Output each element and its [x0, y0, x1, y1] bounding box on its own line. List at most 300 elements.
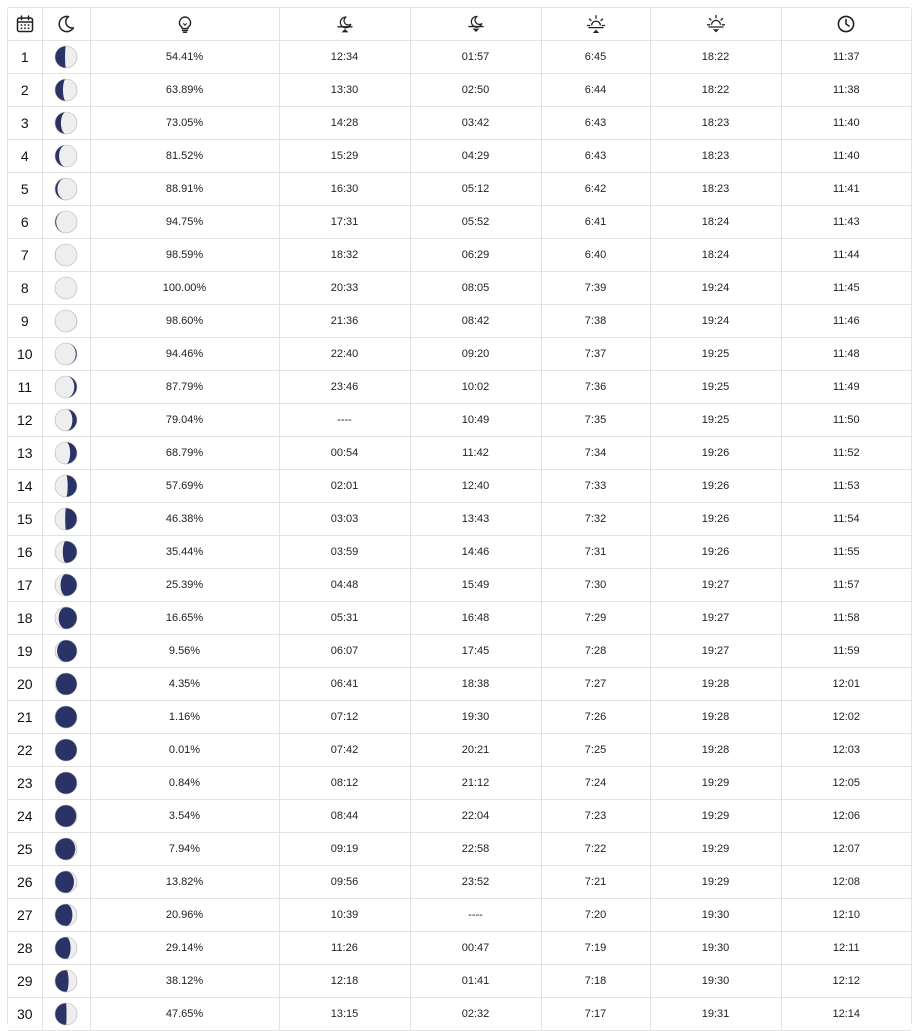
sunrise-cell: 6:40: [541, 239, 650, 272]
day-cell: 30: [8, 998, 42, 1031]
illumination-cell: 54.41%: [90, 41, 279, 74]
day-length-cell: 11:44: [781, 239, 911, 272]
illumination-cell: 94.46%: [90, 338, 279, 371]
table-row: [8, 998, 911, 1031]
moonset-cell: 08:05: [410, 272, 541, 305]
moonrise-cell: 20:33: [279, 272, 410, 305]
table-row: [8, 965, 911, 998]
sunset-cell: 19:26: [650, 437, 781, 470]
sunset-cell: 19:25: [650, 404, 781, 437]
moonrise-cell: 12:18: [279, 965, 410, 998]
sunrise-cell: 6:43: [541, 107, 650, 140]
illumination-cell: 20.96%: [90, 899, 279, 932]
moon-phase-icon: [54, 210, 78, 234]
sunrise-icon: [586, 14, 606, 34]
moonrise-cell: 13:15: [279, 998, 410, 1031]
sunrise-cell: 7:24: [541, 767, 650, 800]
moonset-cell: 14:46: [410, 536, 541, 569]
moon-phase-icon: [54, 540, 78, 564]
illumination-cell: 0.01%: [90, 734, 279, 767]
moon-phase-cell: [42, 899, 90, 932]
moonrise-cell: 08:44: [279, 800, 410, 833]
sunset-cell: 19:29: [650, 767, 781, 800]
table-row: [8, 305, 911, 338]
table-row: [8, 74, 911, 107]
day-cell: 13: [8, 437, 42, 470]
day-cell: 3: [8, 107, 42, 140]
day-cell: 26: [8, 866, 42, 899]
illumination-cell: 16.65%: [90, 602, 279, 635]
moonset-cell: 09:20: [410, 338, 541, 371]
day-column-header: [8, 8, 42, 41]
table-row: [8, 239, 911, 272]
sunset-cell: 18:23: [650, 107, 781, 140]
moon-phase-icon: [54, 78, 78, 102]
sunrise-cell: 7:32: [541, 503, 650, 536]
sunset-cell: 18:23: [650, 140, 781, 173]
moon-phase-cell: [42, 74, 90, 107]
moonset-cell: 02:32: [410, 998, 541, 1031]
day-length-cell: 11:45: [781, 272, 911, 305]
moonrise-cell: 06:07: [279, 635, 410, 668]
sunrise-cell: 7:39: [541, 272, 650, 305]
moonrise-cell: 12:34: [279, 41, 410, 74]
illumination-cell: 1.16%: [90, 701, 279, 734]
table-row: [8, 668, 911, 701]
moon-phase-icon: [54, 870, 78, 894]
table-row: [8, 338, 911, 371]
illumination-cell: 94.75%: [90, 206, 279, 239]
day-length-cell: 12:01: [781, 668, 911, 701]
illumination-cell: 87.79%: [90, 371, 279, 404]
table-row: [8, 767, 911, 800]
moon-calendar-table: [8, 8, 911, 1031]
moonrise-cell: 21:36: [279, 305, 410, 338]
moonset-cell: 21:12: [410, 767, 541, 800]
moonrise-cell: 03:59: [279, 536, 410, 569]
moon-phase-cell: [42, 701, 90, 734]
moonset-cell: 22:04: [410, 800, 541, 833]
sunset-cell: 19:30: [650, 965, 781, 998]
day-length-cell: 11:40: [781, 140, 911, 173]
moon-phase-icon: [54, 276, 78, 300]
sunrise-cell: 7:29: [541, 602, 650, 635]
moon-phase-icon: [54, 672, 78, 696]
table-row: [8, 569, 911, 602]
table-row: [8, 899, 911, 932]
illumination-column-header: [90, 8, 279, 41]
sunset-cell: 19:26: [650, 536, 781, 569]
day-cell: 1: [8, 41, 42, 74]
sunrise-cell: 7:31: [541, 536, 650, 569]
moonset-cell: 10:02: [410, 371, 541, 404]
day-length-cell: 11:54: [781, 503, 911, 536]
day-cell: 4: [8, 140, 42, 173]
day-length-cell: 12:14: [781, 998, 911, 1031]
table-row: [8, 833, 911, 866]
lightbulb-icon: [175, 14, 195, 34]
day-length-cell: 11:37: [781, 41, 911, 74]
day-cell: 18: [8, 602, 42, 635]
calendar-icon: [15, 14, 35, 34]
day-length-cell: 11:55: [781, 536, 911, 569]
illumination-cell: 63.89%: [90, 74, 279, 107]
sunset-cell: 19:28: [650, 701, 781, 734]
sunrise-cell: 6:44: [541, 74, 650, 107]
sunset-cell: 19:26: [650, 503, 781, 536]
moonset-icon: [466, 14, 486, 34]
day-length-cell: 11:59: [781, 635, 911, 668]
day-length-cell: 11:57: [781, 569, 911, 602]
moon-phase-icon: [54, 969, 78, 993]
day-length-cell: 12:07: [781, 833, 911, 866]
sunrise-cell: 7:18: [541, 965, 650, 998]
sunrise-cell: 7:28: [541, 635, 650, 668]
moon-phase-cell: [42, 503, 90, 536]
sunset-cell: 18:24: [650, 206, 781, 239]
moon-phase-icon: [54, 804, 78, 828]
illumination-cell: 38.12%: [90, 965, 279, 998]
day-length-cell: 11:43: [781, 206, 911, 239]
moon-phase-cell: [42, 734, 90, 767]
moonrise-cell: 18:32: [279, 239, 410, 272]
sunset-cell: 19:27: [650, 602, 781, 635]
table-body: [8, 41, 911, 1031]
moon-phase-icon: [54, 837, 78, 861]
day-cell: 8: [8, 272, 42, 305]
sunset-cell: 18:23: [650, 173, 781, 206]
day-cell: 19: [8, 635, 42, 668]
moonset-cell: 20:21: [410, 734, 541, 767]
moon-phase-cell: [42, 437, 90, 470]
illumination-cell: 57.69%: [90, 470, 279, 503]
clock-icon: [836, 14, 856, 34]
day-length-cell: 11:52: [781, 437, 911, 470]
moonset-cell: 04:29: [410, 140, 541, 173]
moonrise-cell: ----: [279, 404, 410, 437]
table-row: [8, 503, 911, 536]
sunset-cell: 19:29: [650, 866, 781, 899]
sunset-cell: 19:28: [650, 668, 781, 701]
moon-phase-cell: [42, 140, 90, 173]
sunrise-cell: 7:36: [541, 371, 650, 404]
illumination-cell: 25.39%: [90, 569, 279, 602]
table-row: [8, 734, 911, 767]
moon-phase-cell: [42, 239, 90, 272]
sunrise-cell: 7:22: [541, 833, 650, 866]
sunrise-cell: 7:35: [541, 404, 650, 437]
moonrise-cell: 13:30: [279, 74, 410, 107]
sunset-cell: 19:26: [650, 470, 781, 503]
moonset-cell: 12:40: [410, 470, 541, 503]
illumination-cell: 73.05%: [90, 107, 279, 140]
moonrise-column-header: [279, 8, 410, 41]
moonset-cell: 08:42: [410, 305, 541, 338]
moon-phase-icon: [54, 903, 78, 927]
moonset-cell: 01:41: [410, 965, 541, 998]
day-length-cell: 11:38: [781, 74, 911, 107]
sunset-cell: 19:29: [650, 800, 781, 833]
moon-phase-icon: [54, 441, 78, 465]
moonset-column-header: [410, 8, 541, 41]
sunset-cell: 19:29: [650, 833, 781, 866]
day-cell: 21: [8, 701, 42, 734]
day-length-cell: 12:12: [781, 965, 911, 998]
moonrise-cell: 07:12: [279, 701, 410, 734]
moon-phase-cell: [42, 767, 90, 800]
moonset-cell: 18:38: [410, 668, 541, 701]
day-length-cell: 11:46: [781, 305, 911, 338]
table-row: [8, 800, 911, 833]
day-cell: 23: [8, 767, 42, 800]
moon-phase-icon: [54, 144, 78, 168]
sunrise-cell: 7:30: [541, 569, 650, 602]
crescent-moon-icon: [56, 14, 76, 34]
moonrise-cell: 14:28: [279, 107, 410, 140]
sunset-cell: 19:28: [650, 734, 781, 767]
moon-calendar-table-container: [7, 7, 912, 1024]
sunset-cell: 18:22: [650, 74, 781, 107]
moonrise-cell: 09:19: [279, 833, 410, 866]
moonrise-cell: 15:29: [279, 140, 410, 173]
sunrise-cell: 7:23: [541, 800, 650, 833]
illumination-cell: 100.00%: [90, 272, 279, 305]
moon-phase-cell: [42, 800, 90, 833]
moonrise-cell: 11:26: [279, 932, 410, 965]
sunrise-cell: 7:21: [541, 866, 650, 899]
moonset-cell: 00:47: [410, 932, 541, 965]
day-cell: 29: [8, 965, 42, 998]
moon-phase-icon: [54, 111, 78, 135]
moonset-cell: 06:29: [410, 239, 541, 272]
moonset-cell: 19:30: [410, 701, 541, 734]
moon-phase-cell: [42, 998, 90, 1031]
sunrise-cell: 7:34: [541, 437, 650, 470]
moonrise-cell: 05:31: [279, 602, 410, 635]
illumination-cell: 0.84%: [90, 767, 279, 800]
moon-phase-cell: [42, 569, 90, 602]
table-row: [8, 536, 911, 569]
illumination-cell: 13.82%: [90, 866, 279, 899]
sunrise-cell: 7:38: [541, 305, 650, 338]
moon-phase-icon: [54, 45, 78, 69]
moonrise-cell: 03:03: [279, 503, 410, 536]
moon-phase-icon: [54, 639, 78, 663]
moon-phase-icon: [54, 573, 78, 597]
day-length-cell: 11:53: [781, 470, 911, 503]
moon-phase-icon: [54, 177, 78, 201]
day-length-column-header: [781, 8, 911, 41]
sunrise-cell: 7:19: [541, 932, 650, 965]
header-row: [8, 8, 911, 41]
sunrise-cell: 6:41: [541, 206, 650, 239]
moon-phase-icon: [54, 309, 78, 333]
sunset-cell: 19:30: [650, 932, 781, 965]
moonset-cell: 16:48: [410, 602, 541, 635]
day-cell: 7: [8, 239, 42, 272]
day-length-cell: 12:05: [781, 767, 911, 800]
illumination-cell: 98.60%: [90, 305, 279, 338]
table-row: [8, 371, 911, 404]
moon-phase-cell: [42, 866, 90, 899]
moon-phase-cell: [42, 173, 90, 206]
sunrise-cell: 6:45: [541, 41, 650, 74]
sunset-cell: 18:22: [650, 41, 781, 74]
moonrise-cell: 16:30: [279, 173, 410, 206]
moonset-cell: 10:49: [410, 404, 541, 437]
moonrise-icon: [335, 14, 355, 34]
illumination-cell: 4.35%: [90, 668, 279, 701]
sunrise-cell: 7:37: [541, 338, 650, 371]
day-cell: 20: [8, 668, 42, 701]
day-cell: 24: [8, 800, 42, 833]
sunrise-cell: 7:17: [541, 998, 650, 1031]
sunrise-column-header: [541, 8, 650, 41]
day-length-cell: 11:50: [781, 404, 911, 437]
sunset-cell: 19:24: [650, 305, 781, 338]
illumination-cell: 29.14%: [90, 932, 279, 965]
moon-phase-cell: [42, 41, 90, 74]
moonrise-cell: 07:42: [279, 734, 410, 767]
moonrise-cell: 10:39: [279, 899, 410, 932]
moon-phase-cell: [42, 833, 90, 866]
table-row: [8, 866, 911, 899]
moonrise-cell: 02:01: [279, 470, 410, 503]
moon-phase-icon: [54, 771, 78, 795]
moon-phase-cell: [42, 206, 90, 239]
day-length-cell: 12:10: [781, 899, 911, 932]
sunrise-cell: 6:42: [541, 173, 650, 206]
moonset-cell: 02:50: [410, 74, 541, 107]
table-row: [8, 470, 911, 503]
moonset-cell: 05:12: [410, 173, 541, 206]
day-cell: 17: [8, 569, 42, 602]
day-cell: 28: [8, 932, 42, 965]
day-length-cell: 11:40: [781, 107, 911, 140]
day-length-cell: 11:58: [781, 602, 911, 635]
moon-phase-icon: [54, 705, 78, 729]
day-cell: 2: [8, 74, 42, 107]
moonset-cell: 11:42: [410, 437, 541, 470]
table-row: [8, 140, 911, 173]
moonset-cell: 05:52: [410, 206, 541, 239]
day-cell: 14: [8, 470, 42, 503]
moonrise-cell: 23:46: [279, 371, 410, 404]
sunrise-cell: 6:43: [541, 140, 650, 173]
moon-phase-cell: [42, 536, 90, 569]
moonset-cell: ----: [410, 899, 541, 932]
moon-phase-cell: [42, 668, 90, 701]
moon-phase-cell: [42, 635, 90, 668]
table-row: [8, 437, 911, 470]
moon-phase-cell: [42, 371, 90, 404]
table-row: [8, 107, 911, 140]
day-cell: 25: [8, 833, 42, 866]
day-cell: 15: [8, 503, 42, 536]
moonset-cell: 01:57: [410, 41, 541, 74]
illumination-cell: 9.56%: [90, 635, 279, 668]
moon-phase-cell: [42, 470, 90, 503]
day-cell: 6: [8, 206, 42, 239]
sunrise-cell: 7:20: [541, 899, 650, 932]
sunset-cell: 19:24: [650, 272, 781, 305]
table-row: [8, 272, 911, 305]
table-row: [8, 602, 911, 635]
sunrise-cell: 7:25: [541, 734, 650, 767]
moon-phase-icon: [54, 936, 78, 960]
illumination-cell: 81.52%: [90, 140, 279, 173]
day-length-cell: 11:41: [781, 173, 911, 206]
moonrise-cell: 04:48: [279, 569, 410, 602]
sunset-cell: 19:27: [650, 569, 781, 602]
illumination-cell: 79.04%: [90, 404, 279, 437]
day-length-cell: 12:08: [781, 866, 911, 899]
moonrise-cell: 00:54: [279, 437, 410, 470]
moonset-cell: 13:43: [410, 503, 541, 536]
moon-phase-icon: [54, 474, 78, 498]
illumination-cell: 47.65%: [90, 998, 279, 1031]
table-header: [8, 8, 911, 41]
day-length-cell: 12:03: [781, 734, 911, 767]
sunset-cell: 19:25: [650, 338, 781, 371]
illumination-cell: 3.54%: [90, 800, 279, 833]
day-cell: 27: [8, 899, 42, 932]
sunset-cell: 18:24: [650, 239, 781, 272]
table-row: [8, 635, 911, 668]
table-row: [8, 932, 911, 965]
day-length-cell: 11:49: [781, 371, 911, 404]
illumination-cell: 7.94%: [90, 833, 279, 866]
sunrise-cell: 7:27: [541, 668, 650, 701]
sunrise-cell: 7:26: [541, 701, 650, 734]
day-length-cell: 12:06: [781, 800, 911, 833]
moonset-cell: 17:45: [410, 635, 541, 668]
moon-phase-icon: [54, 342, 78, 366]
day-length-cell: 12:11: [781, 932, 911, 965]
moon-phase-icon: [54, 1002, 78, 1026]
sunset-cell: 19:31: [650, 998, 781, 1031]
phase-column-header: [42, 8, 90, 41]
moonset-cell: 03:42: [410, 107, 541, 140]
table-row: [8, 206, 911, 239]
illumination-cell: 35.44%: [90, 536, 279, 569]
sunset-cell: 19:25: [650, 371, 781, 404]
sunset-icon: [706, 14, 726, 34]
table-row: [8, 41, 911, 74]
moonrise-cell: 17:31: [279, 206, 410, 239]
moon-phase-cell: [42, 107, 90, 140]
day-length-cell: 11:48: [781, 338, 911, 371]
moonset-cell: 15:49: [410, 569, 541, 602]
illumination-cell: 98.59%: [90, 239, 279, 272]
moonrise-cell: 09:56: [279, 866, 410, 899]
sunset-column-header: [650, 8, 781, 41]
moon-phase-cell: [42, 602, 90, 635]
moonrise-cell: 22:40: [279, 338, 410, 371]
moon-phase-icon: [54, 243, 78, 267]
day-cell: 16: [8, 536, 42, 569]
illumination-cell: 46.38%: [90, 503, 279, 536]
moon-phase-cell: [42, 272, 90, 305]
day-cell: 12: [8, 404, 42, 437]
sunset-cell: 19:30: [650, 899, 781, 932]
moon-phase-cell: [42, 932, 90, 965]
day-cell: 22: [8, 734, 42, 767]
moon-phase-icon: [54, 375, 78, 399]
day-cell: 11: [8, 371, 42, 404]
moon-phase-cell: [42, 305, 90, 338]
sunrise-cell: 7:33: [541, 470, 650, 503]
